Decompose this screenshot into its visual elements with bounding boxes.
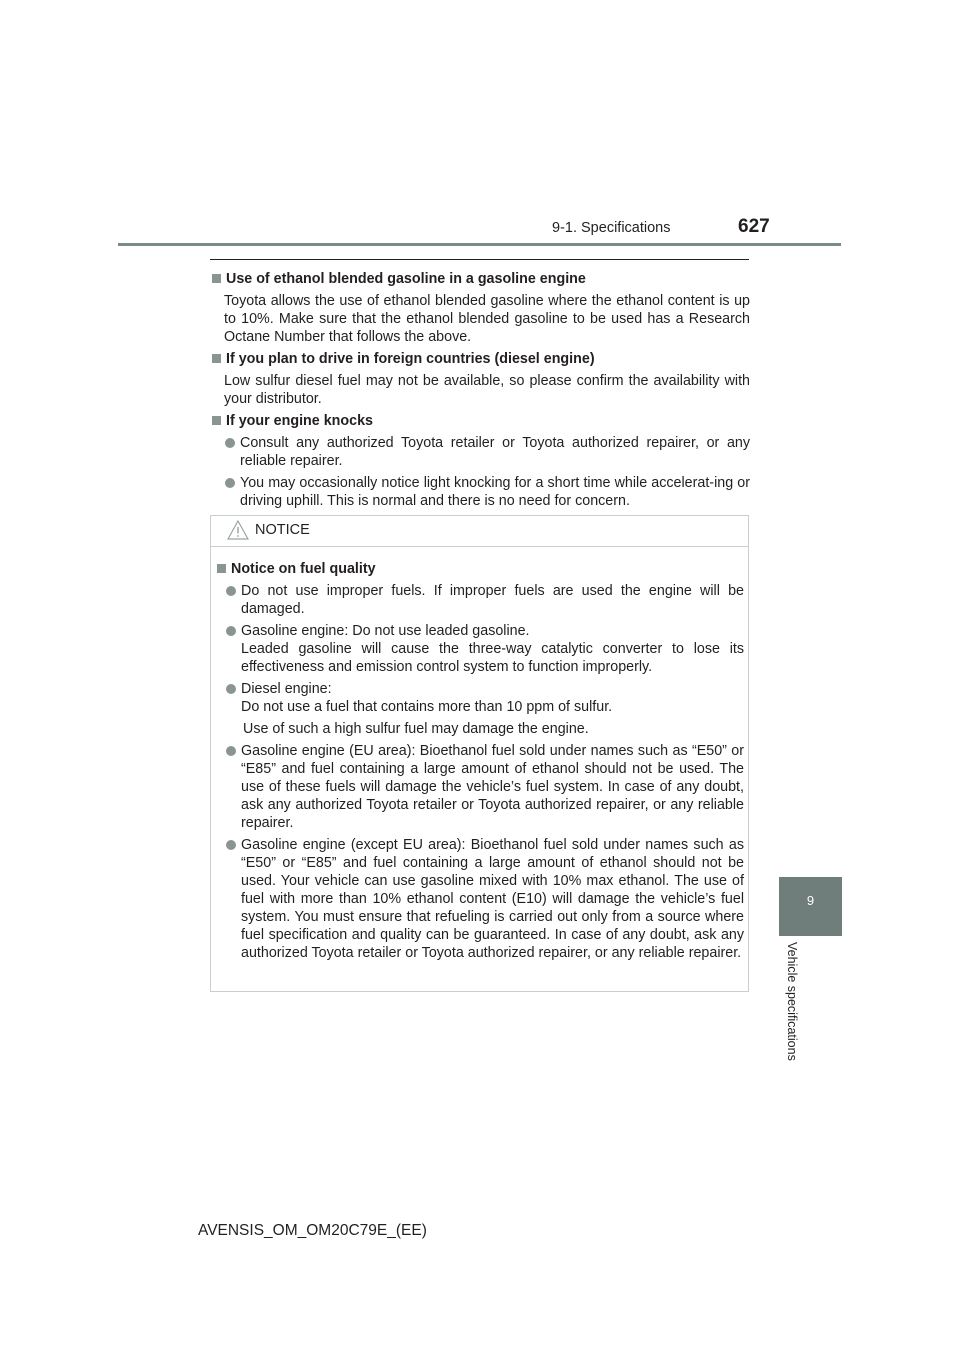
section-heading — [210, 350, 750, 368]
warning-triangle-icon — [227, 520, 249, 540]
document-code: AVENSIS_OM_OM20C79E_(EE) — [198, 1222, 427, 1239]
notice-heading-text: Notice on fuel quality — [231, 561, 376, 577]
round-bullet-icon — [226, 684, 236, 694]
main-content — [210, 266, 750, 514]
section-heading-text: Use of ethanol blended gasoline in a gasoline engine — [226, 271, 586, 287]
notice-title: NOTICE — [255, 522, 310, 538]
notice-body — [211, 556, 750, 966]
bullet-text: Do not use improper fuels. If improper fuels are used the engine will be damaged. — [241, 583, 744, 617]
round-bullet-icon — [225, 438, 235, 448]
notice-bullet — [211, 622, 750, 676]
square-bullet-icon — [217, 564, 226, 573]
section-title: 9-1. Specifications — [552, 220, 671, 236]
section-heading — [210, 412, 750, 430]
bullet-text: Do not use a fuel that contains more than 10 ppm of sulfur. — [241, 699, 613, 715]
round-bullet-icon — [226, 840, 236, 850]
section-heading-text: If your engine knocks — [226, 413, 373, 429]
chapter-label-text: Vehicle specifications — [785, 942, 799, 1061]
content-rule — [210, 259, 749, 260]
bullet-text: You may occasionally notice light knocking for a short time while accelerat-ing or driving uphill. This is normal and there is no need for concern. — [240, 475, 750, 509]
bullet-text: Gasoline engine (EU area): Bioethanol fuel sold under names such as “E50” or “E85” and fuel containing a large amount of ethanol should not be used. The use of these fuels will damage the vehicle’s fuel system. In case of any doubt, ask any authorized Toyota retailer or Toyota authorized repairer, or any reliable repairer. — [241, 743, 744, 831]
notice-bullet — [211, 836, 750, 962]
round-bullet-icon — [225, 478, 235, 488]
round-bullet-icon — [226, 746, 236, 756]
bullet-text: Gasoline engine: Do not use leaded gasoline. — [241, 623, 530, 639]
bullet-text: Gasoline engine (except EU area): Bioethanol fuel sold under names such as “E50” or “E85” and fuel containing a large amount of ethanol should not be used. Your vehicle can use gasoline mixed with 10% max ethanol. The use of fuel with more than 10% ethanol content (E10) will damage the vehicle’s fuel system. You must ensure that refueling is carried out only from a source where fuel specification and quality can be guaranteed. In case of any doubt, ask any authorized Toyota retailer or Toyota authorized repairer, or any reliable repairer. — [241, 837, 744, 961]
chapter-number: 9 — [806, 893, 815, 908]
section-paragraph: Toyota allows the use of ethanol blended gasoline where the ethanol content is up to 10%. Make sure that the ethanol blended gasoline to be used has a Research Octane Number that follows the above. — [224, 293, 750, 345]
bullet-item — [210, 434, 750, 470]
notice-header — [211, 516, 748, 547]
section-paragraph: Low sulfur diesel fuel may not be available, so please confirm the availability with your distributor. — [224, 373, 750, 407]
bullet-text: Leaded gasoline will cause the three-way catalytic converter to lose its effectiveness and emission control system to function improperly. — [241, 641, 744, 675]
bullet-continuation: Use of such a high sulfur fuel may damage the engine. — [243, 721, 589, 737]
round-bullet-icon — [226, 586, 236, 596]
square-bullet-icon — [212, 416, 221, 425]
square-bullet-icon — [212, 274, 221, 283]
page-number: 627 — [738, 216, 770, 237]
section-heading-text: If you plan to drive in foreign countries (diesel engine) — [226, 351, 595, 367]
round-bullet-icon — [226, 626, 236, 636]
bullet-text: Diesel engine: — [241, 681, 332, 697]
bullet-text: Consult any authorized Toyota retailer or Toyota authorized repairer, or any reliable repairer. — [240, 435, 750, 469]
notice-bullet — [211, 582, 750, 618]
square-bullet-icon — [212, 354, 221, 363]
header-rule — [118, 243, 841, 246]
bullet-item — [210, 474, 750, 510]
chapter-label — [785, 942, 805, 1092]
section-heading — [210, 270, 750, 288]
notice-bullet — [211, 742, 750, 832]
notice-heading — [215, 560, 750, 578]
notice-box — [210, 515, 749, 992]
notice-bullet — [211, 680, 750, 716]
